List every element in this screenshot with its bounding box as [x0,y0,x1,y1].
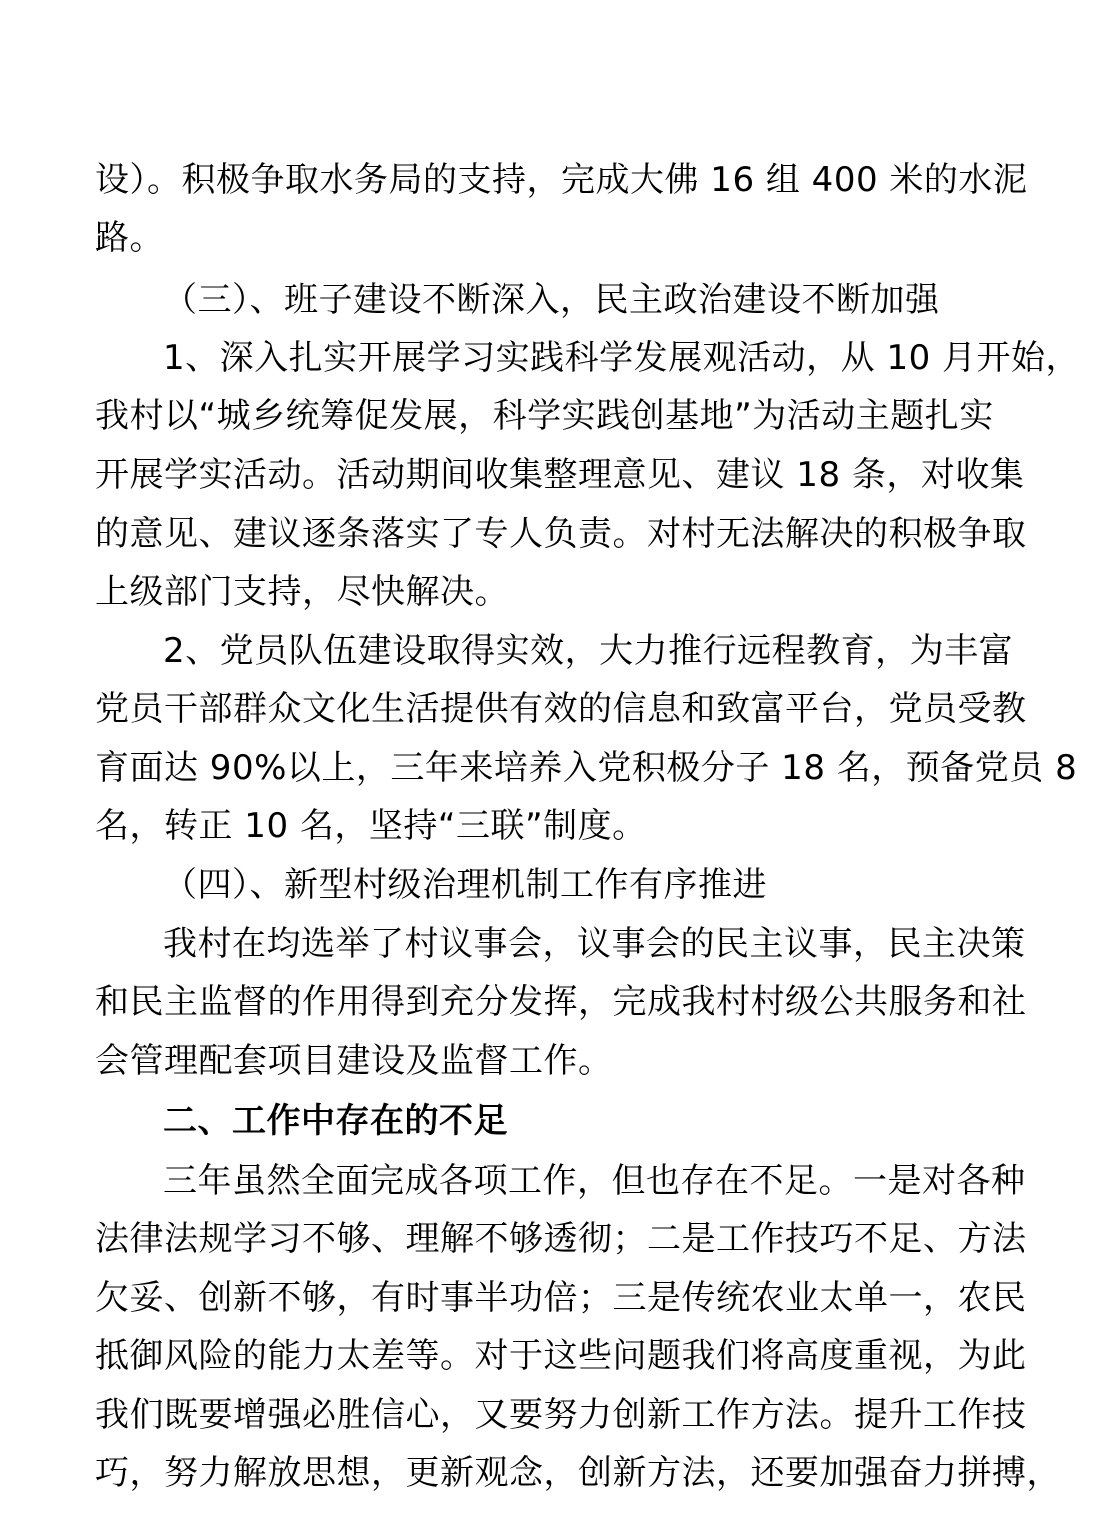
paragraph-2-start: 2、党员队伍建设取得实效，大力推行远程教育，为丰富 [163,631,1014,671]
section-heading-3: （三）、班子建设不断深入，民主政治建设不断加强 [163,280,940,320]
body-text-line: 抵御风险的能力太差等。对于这些问题我们将高度重视，为此 [95,1336,1027,1376]
body-text-line: 设）。积极争取水务局的支持，完成大佛 16 组 400 米的水泥 [95,160,1028,200]
chapter-heading-2: 二、工作中存在的不足 [163,1101,508,1141]
body-text-line: 和民主监督的作用得到充分发挥，完成我村村级公共服务和社 [95,982,1027,1022]
body-text-line: 名，转正 10 名，坚持“三联”制度。 [95,806,647,846]
body-text-line: 育面达 90%以上，三年来培养入党积极分子 18 名，预备党员 8 [95,748,1078,788]
body-text-line: 我村以“城乡统筹促发展，科学实践创基地”为活动主题扎实 [95,396,994,436]
body-text-line: 欠妥、创新不够，有时事半功倍；三是传统农业太单一，农民 [95,1278,1027,1318]
body-text-line: 上级部门支持，尽快解决。 [95,572,509,612]
section-heading-4: （四）、新型村级治理机制工作有序推进 [163,865,767,905]
paragraph-3-start: 我村在均选举了村议事会，议事会的民主议事，民主决策 [163,924,1026,964]
body-text-line: 党员干部群众文化生活提供有效的信息和致富平台，党员受教 [95,689,1027,729]
body-text-line: 法律法规学习不够、理解不够透彻；二是工作技巧不足、方法 [95,1219,1027,1259]
paragraph-1-start: 1、深入扎实开展学习实践科学发展观活动，从 10 月开始， [163,338,1081,378]
body-text-line: 我们既要增强必胜信心，又要努力创新工作方法。提升工作技 [95,1395,1027,1435]
body-text-line: 的意见、建议逐条落实了专人负责。对村无法解决的积极争取 [95,514,1027,554]
body-text-line: 巧，努力解放思想，更新观念，创新方法，还要加强奋力拼搏， [95,1453,1061,1493]
body-text-line: 路。 [95,218,164,258]
body-text-line: 会管理配套项目建设及监督工作。 [95,1041,613,1081]
body-text-line: 开展学实活动。活动期间收集整理意见、建议 18 条，对收集 [95,455,1025,495]
paragraph-4-start: 三年虽然全面完成各项工作，但也存在不足。一是对各种 [163,1161,1026,1201]
